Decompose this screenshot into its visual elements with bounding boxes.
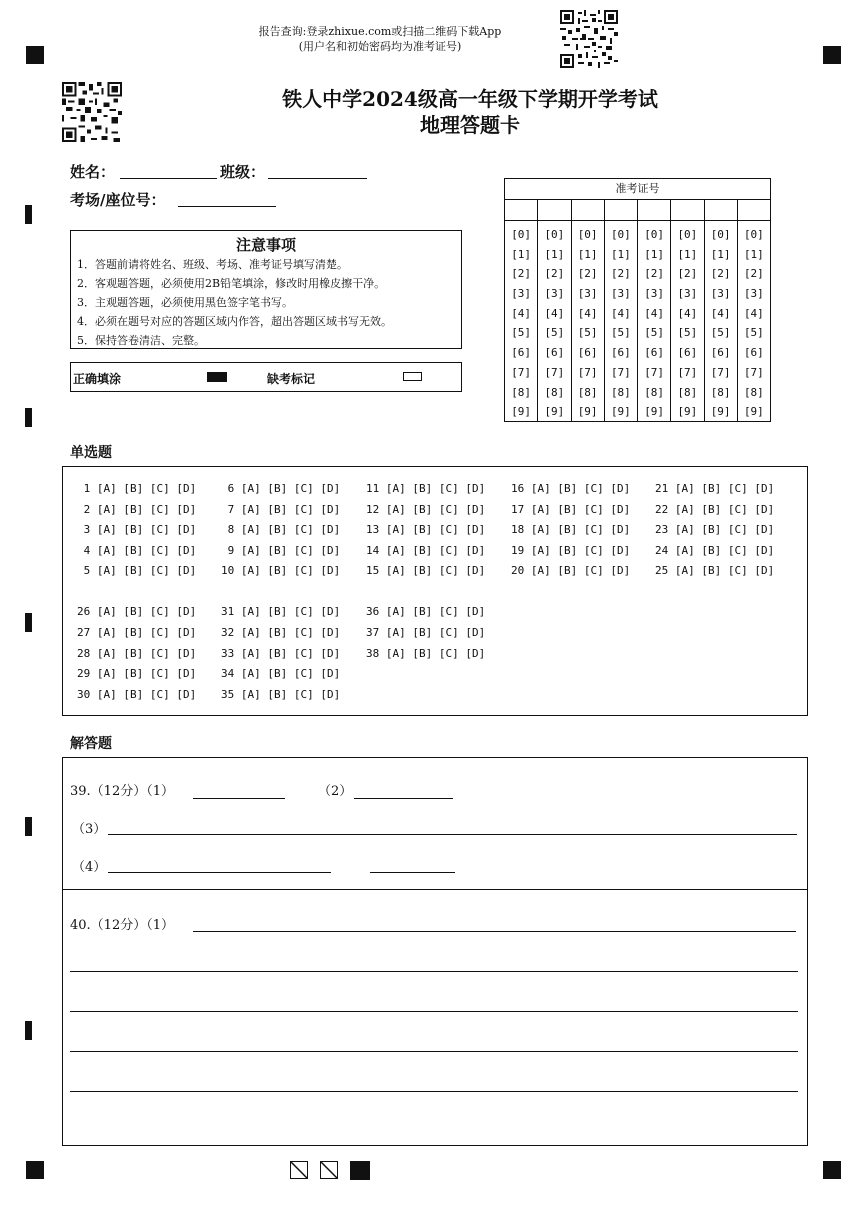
q40-answer-line[interactable] [70,1051,798,1052]
seat-field[interactable] [178,206,276,207]
exam-id-bubble[interactable]: [3] [743,287,764,301]
exam-id-bubble[interactable]: [2] [710,267,731,281]
mc-question-24[interactable]: 24 [A] [B] [C] [D] [655,544,775,557]
mc-question-6[interactable]: 6 [A] [B] [C] [D] [221,482,341,495]
exam-id-bubble[interactable]: [0] [511,228,532,241]
mc-question-21[interactable]: 21 [A] [B] [C] [D] [655,482,775,495]
notes-item: 5．保持答卷清洁、完整。 [77,334,205,347]
q39-answer-4a[interactable] [108,872,331,873]
name-field[interactable] [120,178,217,179]
q40-box [62,889,808,1146]
exam-id-write-cell[interactable] [505,200,538,220]
mc-question-31[interactable]: 31 [A] [B] [C] [D] [221,605,341,618]
mc-question-16[interactable]: 16 [A] [B] [C] [D] [511,482,631,495]
exam-id-bubble[interactable]: [1] [743,247,764,261]
exam-id-bubble[interactable]: [5] [544,326,565,340]
mc-question-33[interactable]: 33 [A] [B] [C] [D] [221,647,341,660]
q40-head: 40.（12分）（1） [70,918,174,933]
exam-id-bubble[interactable]: [1] [577,247,598,261]
exam-id-bubble[interactable]: [7] [677,365,698,379]
mc-question-4[interactable]: 4 [A] [B] [C] [D] [77,544,197,557]
exam-id-bubble[interactable]: [6] [544,346,565,360]
exam-id-bubble[interactable]: [6] [511,346,532,360]
exam-id-bubble[interactable]: [5] [511,326,532,340]
exam-id-column [572,221,605,422]
exam-id-column [705,221,738,422]
report-notice-line2: (用户名和初始密码均为准考证号) [298,40,462,53]
exam-id-bubble[interactable]: [3] [544,287,565,301]
mc-question-26[interactable]: 26 [A] [B] [C] [D] [77,605,197,618]
exam-id-bubble[interactable]: [5] [644,326,665,340]
timing-mark [25,205,32,224]
notes-item: 2．客观题答题，必须使用2B铅笔填涂，修改时用橡皮擦干净。 [77,277,386,290]
exam-id-column [538,221,571,422]
mc-question-25[interactable]: 25 [A] [B] [C] [D] [655,564,775,577]
exam-id-bubble[interactable]: [8] [644,385,665,399]
q39-box [62,757,808,890]
exam-id-bubble[interactable]: [7] [710,365,731,379]
exam-id-bubble[interactable]: [7] [644,365,665,379]
mc-question-3[interactable]: 3 [A] [B] [C] [D] [77,523,197,536]
exam-id-bubble[interactable]: [3] [677,287,698,301]
exam-id-bubble[interactable]: [9] [710,405,731,419]
exam-id-bubble[interactable]: [9] [544,405,565,419]
q39-answer-4b[interactable] [370,872,455,873]
seat-label: 考场/座位号： [70,191,166,209]
exam-id-bubble[interactable]: [8] [710,385,731,399]
exam-id-grid [504,178,771,422]
exam-title-line1: 铁人中学2024级高一年级下学期开学考试 [282,87,658,111]
exam-id-write-row [505,200,770,221]
exam-id-column [671,221,704,422]
exam-id-bubble[interactable]: [3] [710,287,731,301]
exam-id-write-cell[interactable] [738,200,770,220]
exam-id-bubble-columns [505,221,770,422]
exam-id-bubble[interactable]: [4] [644,306,665,320]
exam-id-bubble[interactable]: [5] [610,326,631,340]
exam-id-bubble[interactable]: [1] [544,247,565,261]
exam-id-write-cell[interactable] [705,200,738,220]
exam-id-bubble[interactable]: [4] [577,306,598,320]
notes-title: 注意事项 [235,236,296,254]
exam-id-bubble[interactable]: [0] [610,228,631,241]
exam-id-bubble[interactable]: [2] [610,267,631,281]
mc-question-15[interactable]: 15 [A] [B] [C] [D] [366,564,486,577]
exam-id-bubble[interactable]: [3] [610,287,631,301]
exam-id-column [738,221,770,422]
q40-answer-line[interactable] [70,1091,798,1092]
mc-question-14[interactable]: 14 [A] [B] [C] [D] [366,544,486,557]
exam-id-bubble[interactable]: [0] [677,228,698,241]
notes-box [70,230,462,349]
exam-id-bubble[interactable]: [4] [511,306,532,320]
exam-id-bubble[interactable]: [5] [710,326,731,340]
exam-id-bubble[interactable]: [0] [710,228,731,241]
exam-id-bubble[interactable]: [6] [644,346,665,360]
mc-question-18[interactable]: 18 [A] [B] [C] [D] [511,523,631,536]
exam-id-bubble[interactable]: [4] [710,306,731,320]
exam-id-bubble[interactable]: [8] [743,385,764,399]
exam-id-bubble[interactable]: [2] [677,267,698,281]
absent-mark-box[interactable] [403,372,422,381]
exam-id-bubble[interactable]: [9] [743,405,764,419]
single-choice-label: 单选题 [70,445,112,461]
exam-id-bubble[interactable]: [5] [677,326,698,340]
exam-id-bubble[interactable]: [9] [644,405,665,419]
mc-question-38[interactable]: 38 [A] [B] [C] [D] [366,647,486,660]
mc-question-22[interactable]: 22 [A] [B] [C] [D] [655,503,775,516]
mc-question-13[interactable]: 13 [A] [B] [C] [D] [366,523,486,536]
exam-id-bubble[interactable]: [7] [577,365,598,379]
exam-id-bubble[interactable]: [0] [743,228,764,241]
mc-question-37[interactable]: 37 [A] [B] [C] [D] [366,626,486,639]
exam-id-bubble[interactable]: [2] [544,267,565,281]
exam-id-bubble[interactable]: [9] [677,405,698,419]
mc-question-17[interactable]: 17 [A] [B] [C] [D] [511,503,631,516]
notes-item: 3．主观题答题，必须使用黑色签字笔书写。 [77,296,293,309]
exam-id-bubble[interactable]: [9] [511,405,532,419]
exam-id-write-cell[interactable] [572,200,605,220]
exam-id-bubble[interactable]: [3] [577,287,598,301]
mc-question-19[interactable]: 19 [A] [B] [C] [D] [511,544,631,557]
page-mark-hatched [290,1161,308,1179]
exam-id-bubble[interactable]: [8] [577,385,598,399]
app-qr-code[interactable] [560,10,618,68]
page-mark-solid [350,1161,370,1180]
exam-id-bubble[interactable]: [7] [610,365,631,379]
mc-question-2[interactable]: 2 [A] [B] [C] [D] [77,503,197,516]
mc-question-11[interactable]: 11 [A] [B] [C] [D] [366,482,486,495]
mc-question-35[interactable]: 35 [A] [B] [C] [D] [221,688,341,701]
mc-question-9[interactable]: 9 [A] [B] [C] [D] [221,544,341,557]
mc-question-7[interactable]: 7 [A] [B] [C] [D] [221,503,341,516]
exam-id-bubble[interactable]: [1] [511,247,532,261]
exam-id-bubble[interactable]: [5] [743,326,764,340]
correct-fill-sample [207,372,227,382]
report-notice [0,24,760,54]
exam-id-column [505,221,538,422]
exam-id-bubble[interactable]: [6] [610,346,631,360]
exam-id-bubble[interactable]: [8] [544,385,565,399]
exam-id-bubble[interactable]: [6] [677,346,698,360]
mc-question-30[interactable]: 30 [A] [B] [C] [D] [77,688,197,701]
exam-id-column [638,221,671,422]
exam-id-bubble[interactable]: [0] [544,228,565,241]
correct-fill-label: 正确填涂 [73,372,122,386]
mc-question-36[interactable]: 36 [A] [B] [C] [D] [366,605,486,618]
exam-id-bubble[interactable]: [2] [743,267,764,281]
exam-id-bubble[interactable]: [6] [577,346,598,360]
q39-part4-label: （4） [72,860,107,875]
exam-id-bubble[interactable]: [6] [743,346,764,360]
notes-item: 4．必须在题号对应的答题区域内作答，超出答题区域书写无效。 [77,315,392,328]
q39-answer-3[interactable] [108,834,797,835]
single-choice-box [62,466,808,716]
mc-question-29[interactable]: 29 [A] [B] [C] [D] [77,667,197,680]
exam-id-bubble[interactable]: [9] [610,405,631,419]
exam-id-bubble[interactable]: [4] [743,306,764,320]
q40-answer-line[interactable] [70,1011,798,1012]
exam-id-bubble[interactable]: [3] [644,287,665,301]
exam-title [200,86,740,138]
absent-mark-label: 缺考标记 [267,372,316,386]
notes-list [71,255,461,350]
card-qr-code [62,82,122,142]
q39-answer-2[interactable] [354,798,453,799]
class-label: 班级： [220,163,266,181]
exam-id-bubble[interactable]: [8] [677,385,698,399]
exam-title-line2: 地理答题卡 [420,113,520,137]
q39-answer-1[interactable] [193,798,285,799]
exam-id-bubble[interactable]: [7] [511,365,532,379]
mc-question-10[interactable]: 10 [A] [B] [C] [D] [221,564,341,577]
fill-legend-box [70,362,462,392]
exam-id-bubble[interactable]: [2] [577,267,598,281]
page-mark-hatched [320,1161,338,1179]
exam-id-write-cell[interactable] [605,200,638,220]
q40-answer-1[interactable] [193,931,796,932]
exam-id-bubble[interactable]: [7] [743,365,764,379]
exam-id-bubble[interactable]: [1] [610,247,631,261]
exam-id-bubble[interactable]: [7] [544,365,565,379]
mc-question-34[interactable]: 34 [A] [B] [C] [D] [221,667,341,680]
mc-question-27[interactable]: 27 [A] [B] [C] [D] [77,626,197,639]
timing-mark [25,1021,32,1040]
exam-id-bubble[interactable]: [2] [644,267,665,281]
exam-id-bubble[interactable]: [8] [610,385,631,399]
timing-mark [25,408,32,427]
mc-question-32[interactable]: 32 [A] [B] [C] [D] [221,626,341,639]
exam-id-header: 准考证号 [505,179,770,200]
exam-id-bubble[interactable]: [3] [511,287,532,301]
exam-id-bubble[interactable]: [0] [644,228,665,241]
q40-answer-line[interactable] [70,971,798,972]
exam-id-bubble[interactable]: [6] [710,346,731,360]
exam-id-bubble[interactable]: [4] [544,306,565,320]
exam-id-bubble[interactable]: [4] [677,306,698,320]
timing-mark [25,817,32,836]
timing-mark [25,613,32,632]
exam-id-write-cell[interactable] [638,200,671,220]
exam-id-bubble[interactable]: [9] [577,405,598,419]
name-label: 姓名： [70,163,116,181]
exam-id-write-cell[interactable] [671,200,704,220]
q39-part2-label: （2） [318,784,353,799]
corner-mark-top-right [823,46,841,64]
free-response-label: 解答题 [70,736,112,752]
mc-question-23[interactable]: 23 [A] [B] [C] [D] [655,523,775,536]
mc-question-5[interactable]: 5 [A] [B] [C] [D] [77,564,197,577]
mc-question-20[interactable]: 20 [A] [B] [C] [D] [511,564,631,577]
exam-id-bubble[interactable]: [2] [511,267,532,281]
notes-item: 1．答题前请将姓名、班级、考场、准考证号填写清楚。 [77,258,348,271]
exam-id-column [605,221,638,422]
q39-part3-label: （3） [72,822,107,837]
mc-question-8[interactable]: 8 [A] [B] [C] [D] [221,523,341,536]
exam-id-bubble[interactable]: [1] [677,247,698,261]
class-field[interactable] [268,178,367,179]
exam-id-bubble[interactable]: [0] [577,228,598,241]
exam-id-bubble[interactable]: [1] [710,247,731,261]
corner-mark-bottom-right [823,1161,841,1179]
corner-mark-bottom-left [26,1161,44,1179]
mc-question-1[interactable]: 1 [A] [B] [C] [D] [77,482,197,495]
exam-id-write-cell[interactable] [538,200,571,220]
exam-id-bubble[interactable]: [5] [577,326,598,340]
exam-id-bubble[interactable]: [4] [610,306,631,320]
exam-id-bubble[interactable]: [8] [511,385,532,399]
report-notice-line1: 报告查询:登录zhixue.com或扫描二维码下载App [258,25,502,38]
exam-id-bubble[interactable]: [1] [644,247,665,261]
mc-question-12[interactable]: 12 [A] [B] [C] [D] [366,503,486,516]
mc-question-28[interactable]: 28 [A] [B] [C] [D] [77,647,197,660]
q39-head: 39.（12分）（1） [70,784,174,799]
